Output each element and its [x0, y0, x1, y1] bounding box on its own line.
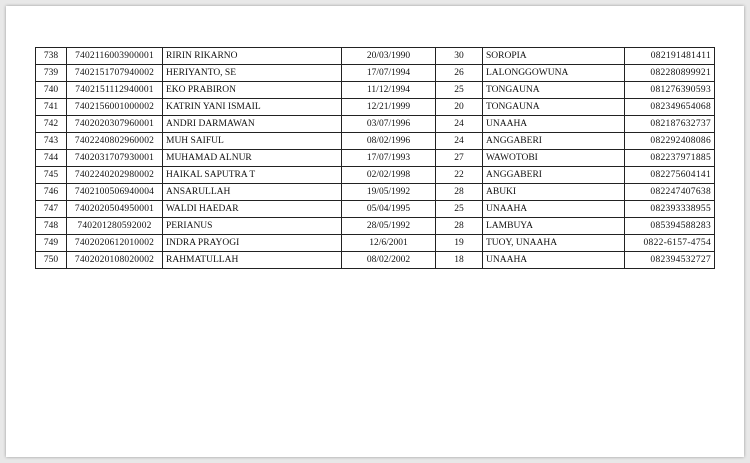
row-number-cell: 749 — [36, 235, 67, 252]
address-cell: UNAAHA — [483, 116, 625, 133]
row-number-cell: 747 — [36, 201, 67, 218]
address-cell: TONGAUNA — [483, 82, 625, 99]
phone-cell: 082292408086 — [625, 133, 715, 150]
address-cell: ANGGABERI — [483, 167, 625, 184]
row-number-cell: 744 — [36, 150, 67, 167]
table-row — [36, 116, 715, 133]
row-number-cell: 746 — [36, 184, 67, 201]
birth-date-cell: 20/03/1990 — [342, 48, 436, 65]
name-cell: INDRA PRAYOGI — [163, 235, 342, 252]
phone-cell: 082187632737 — [625, 116, 715, 133]
row-number-cell: 738 — [36, 48, 67, 65]
table-row — [36, 82, 715, 99]
name-cell: PERIANUS — [163, 218, 342, 235]
row-number-cell: 748 — [36, 218, 67, 235]
name-cell: HERIYANTO, SE — [163, 65, 342, 82]
age-cell: 18 — [436, 252, 483, 269]
name-cell: MUHAMAD ALNUR — [163, 150, 342, 167]
birth-date-cell: 08/02/2002 — [342, 252, 436, 269]
address-cell: ANGGABERI — [483, 133, 625, 150]
phone-cell: 082237971885 — [625, 150, 715, 167]
name-cell: EKO PRABIRON — [163, 82, 342, 99]
phone-cell: 082275604141 — [625, 167, 715, 184]
name-cell: ANDRI DARMAWAN — [163, 116, 342, 133]
phone-cell: 082280899921 — [625, 65, 715, 82]
age-cell: 24 — [436, 133, 483, 150]
name-cell: RIRIN RIKARNO — [163, 48, 342, 65]
birth-date-cell: 03/07/1996 — [342, 116, 436, 133]
nik-cell: 7402240802960002 — [67, 133, 163, 150]
table-row — [36, 252, 715, 269]
nik-cell: 7402156001000002 — [67, 99, 163, 116]
name-cell: KATRIN YANI ISMAIL — [163, 99, 342, 116]
address-cell: UNAAHA — [483, 252, 625, 269]
birth-date-cell: 11/12/1994 — [342, 82, 436, 99]
row-number-cell: 750 — [36, 252, 67, 269]
table-body — [36, 48, 715, 269]
nik-cell: 7402020307960001 — [67, 116, 163, 133]
age-cell: 30 — [436, 48, 483, 65]
age-cell: 28 — [436, 218, 483, 235]
age-cell: 25 — [436, 82, 483, 99]
table-row — [36, 99, 715, 116]
name-cell: RAHMATULLAH — [163, 252, 342, 269]
table-row — [36, 48, 715, 65]
phone-cell: 085394588283 — [625, 218, 715, 235]
address-cell: TONGAUNA — [483, 99, 625, 116]
nik-cell: 7402151707940002 — [67, 65, 163, 82]
phone-cell: 082394532727 — [625, 252, 715, 269]
birth-date-cell: 05/04/1995 — [342, 201, 436, 218]
table-row — [36, 133, 715, 150]
table-row — [36, 65, 715, 82]
nik-cell: 7402020504950001 — [67, 201, 163, 218]
table-row — [36, 218, 715, 235]
table-row — [36, 201, 715, 218]
address-cell: WAWOTOBI — [483, 150, 625, 167]
row-number-cell: 742 — [36, 116, 67, 133]
phone-cell: 0822-6157-4754 — [625, 235, 715, 252]
age-cell: 24 — [436, 116, 483, 133]
table-row — [36, 235, 715, 252]
age-cell: 27 — [436, 150, 483, 167]
nik-cell: 7402020612010002 — [67, 235, 163, 252]
name-cell: WALDI HAEDAR — [163, 201, 342, 218]
age-cell: 28 — [436, 184, 483, 201]
row-number-cell: 739 — [36, 65, 67, 82]
nik-cell: 740201280592002 — [67, 218, 163, 235]
age-cell: 20 — [436, 99, 483, 116]
birth-date-cell: 12/6/2001 — [342, 235, 436, 252]
nik-cell: 7402151112940001 — [67, 82, 163, 99]
phone-cell: 082191481411 — [625, 48, 715, 65]
participants-table — [35, 47, 715, 269]
table-row — [36, 184, 715, 201]
birth-date-cell: 02/02/1998 — [342, 167, 436, 184]
row-number-cell: 743 — [36, 133, 67, 150]
birth-date-cell: 19/05/1992 — [342, 184, 436, 201]
phone-cell: 082393338955 — [625, 201, 715, 218]
name-cell: ANSARULLAH — [163, 184, 342, 201]
table-row — [36, 150, 715, 167]
birth-date-cell: 17/07/1993 — [342, 150, 436, 167]
address-cell: UNAAHA — [483, 201, 625, 218]
phone-cell: 082247407638 — [625, 184, 715, 201]
age-cell: 25 — [436, 201, 483, 218]
phone-cell: 082349654068 — [625, 99, 715, 116]
nik-cell: 7402020108020002 — [67, 252, 163, 269]
nik-cell: 7402100506940004 — [67, 184, 163, 201]
name-cell: HAIKAL SAPUTRA T — [163, 167, 342, 184]
birth-date-cell: 28/05/1992 — [342, 218, 436, 235]
row-number-cell: 741 — [36, 99, 67, 116]
age-cell: 19 — [436, 235, 483, 252]
nik-cell: 7402240202980002 — [67, 167, 163, 184]
table-row — [36, 167, 715, 184]
birth-date-cell: 17/07/1994 — [342, 65, 436, 82]
nik-cell: 7402116003900001 — [67, 48, 163, 65]
age-cell: 26 — [436, 65, 483, 82]
age-cell: 22 — [436, 167, 483, 184]
nik-cell: 7402031707930001 — [67, 150, 163, 167]
address-cell: TUOY, UNAAHA — [483, 235, 625, 252]
address-cell: ABUKI — [483, 184, 625, 201]
row-number-cell: 740 — [36, 82, 67, 99]
address-cell: LALONGGOWUNA — [483, 65, 625, 82]
name-cell: MUH SAIFUL — [163, 133, 342, 150]
birth-date-cell: 12/21/1999 — [342, 99, 436, 116]
address-cell: LAMBUYA — [483, 218, 625, 235]
row-number-cell: 745 — [36, 167, 67, 184]
document-page — [6, 6, 744, 457]
birth-date-cell: 08/02/1996 — [342, 133, 436, 150]
phone-cell: 081276390593 — [625, 82, 715, 99]
address-cell: SOROPIA — [483, 48, 625, 65]
